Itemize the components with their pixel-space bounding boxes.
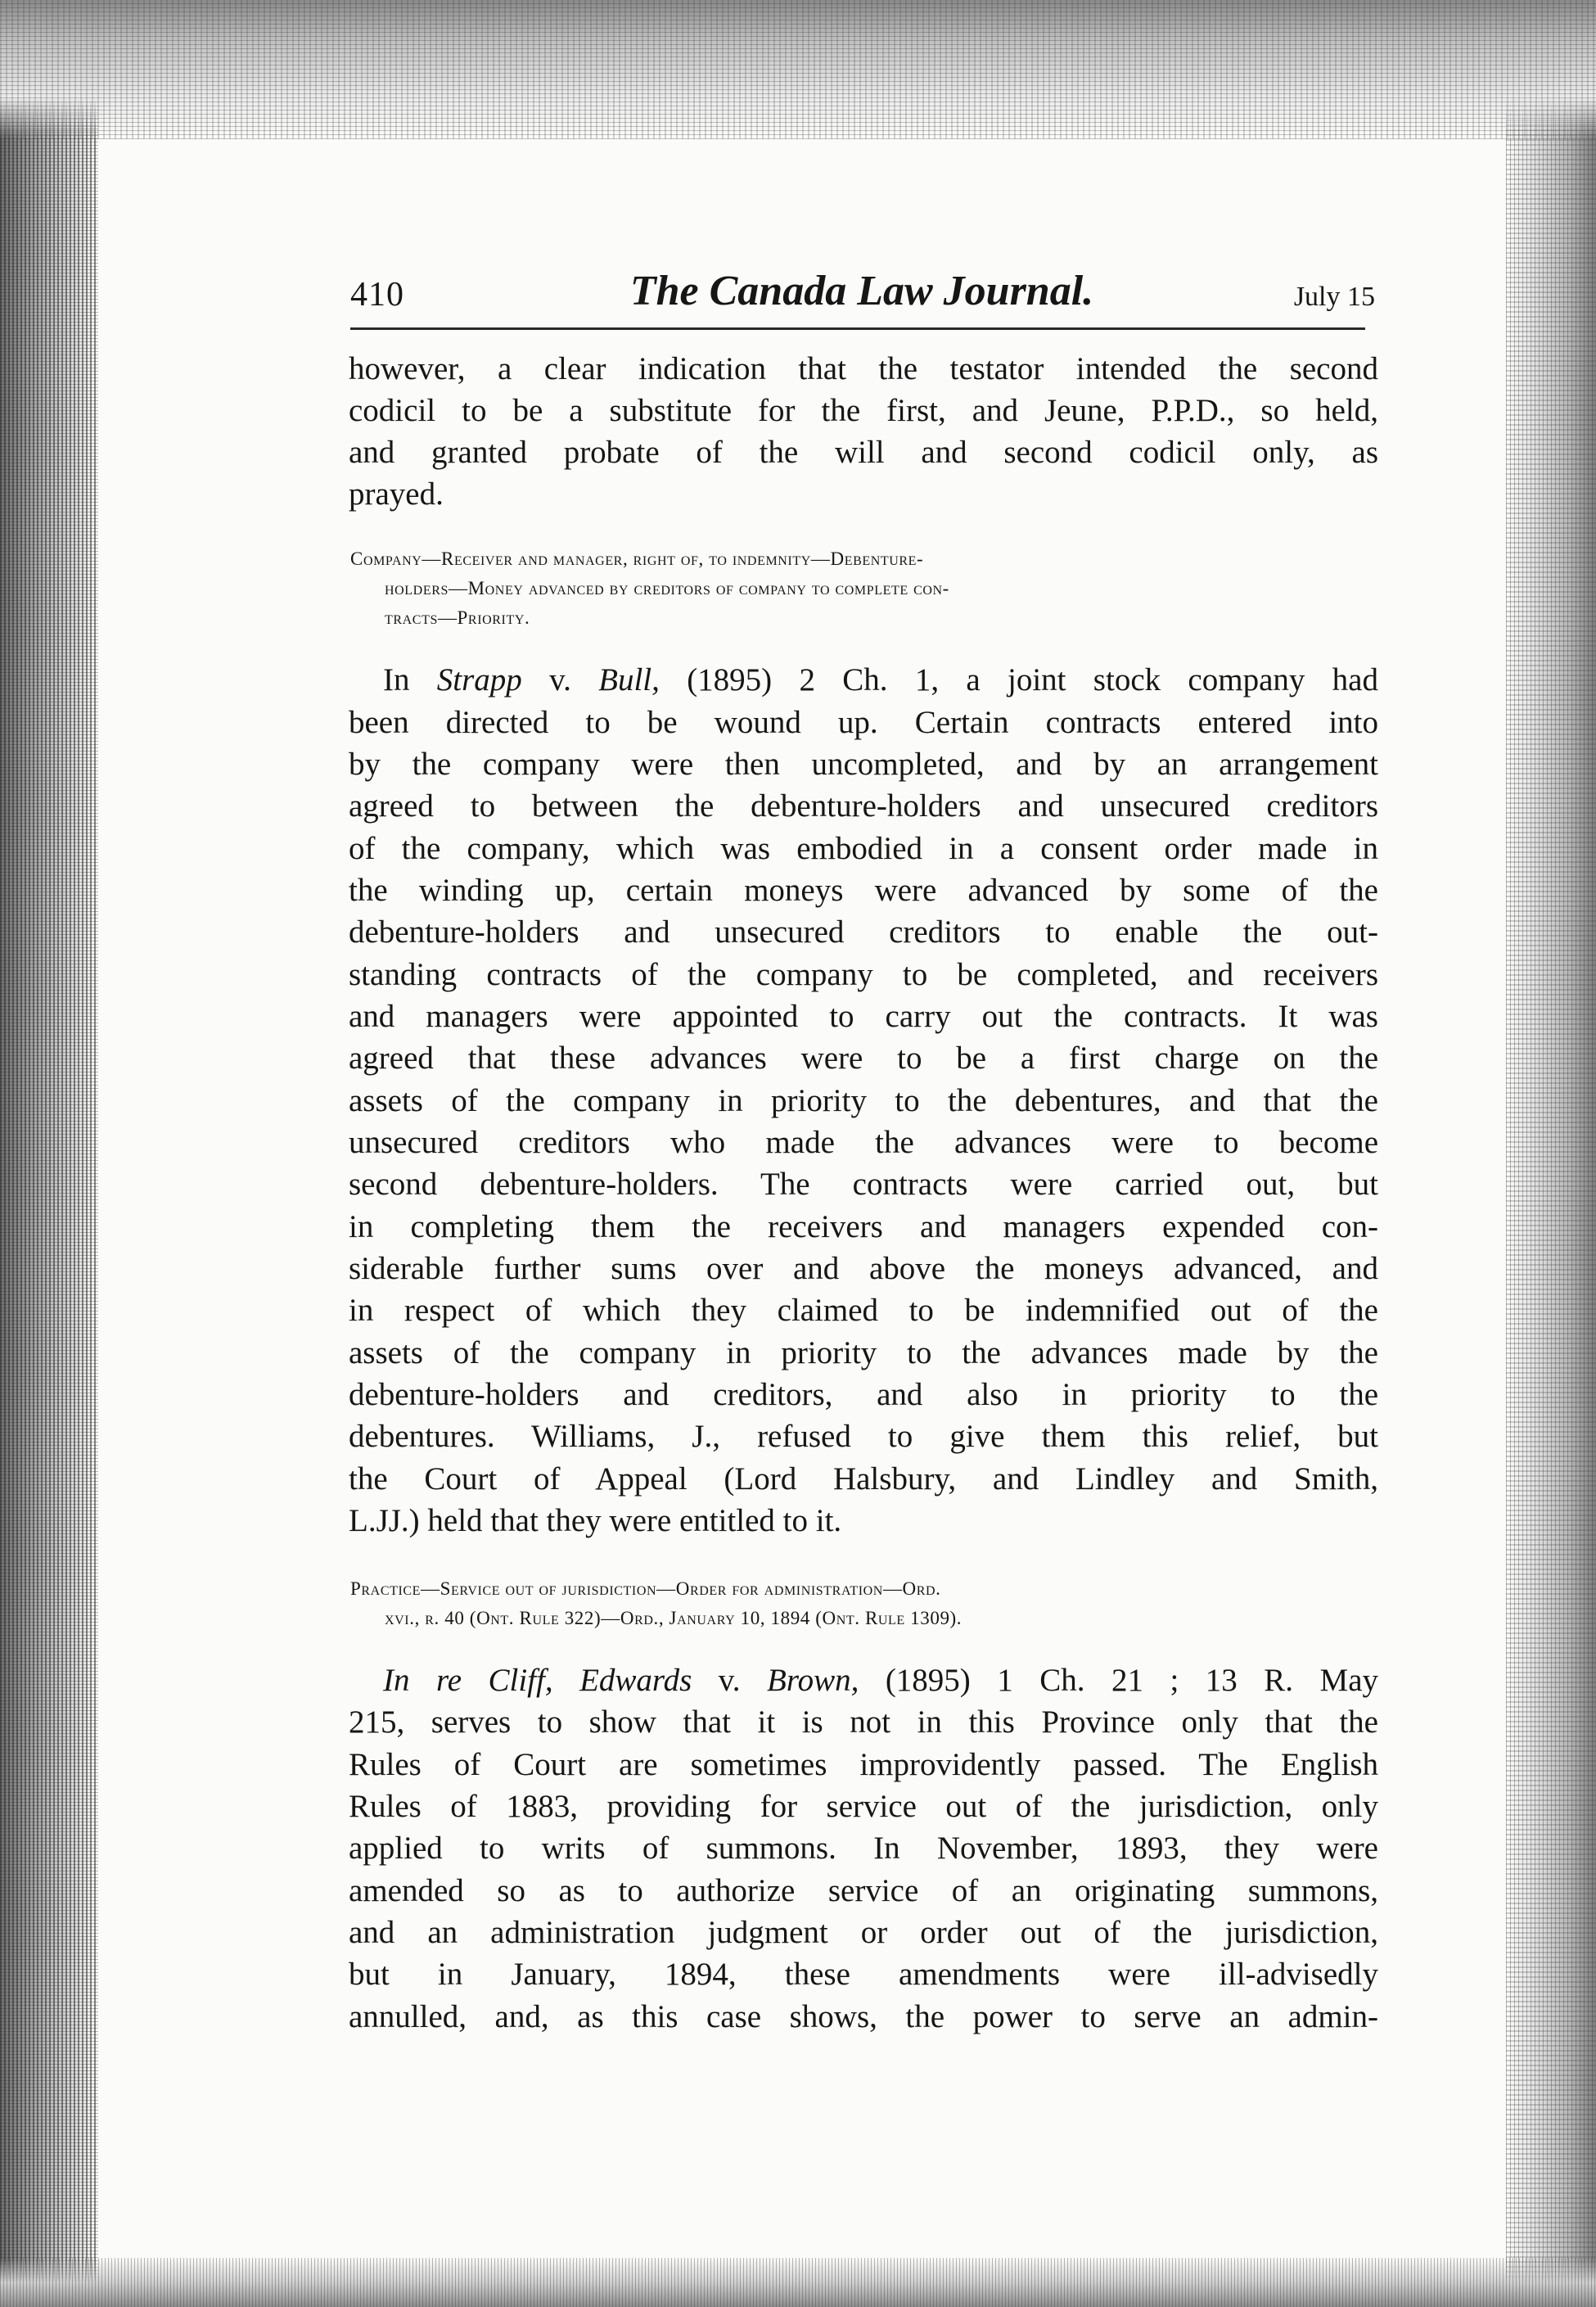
scan-edge-left	[0, 0, 98, 2307]
page-number: 410	[350, 276, 404, 314]
scan-edge-top	[0, 0, 1596, 139]
scan-edge-bottom	[0, 2258, 1596, 2307]
text-line: 215, serves to show that it is not in this Province only that the	[349, 1704, 1378, 1740]
heading-line: tracts—Priority.	[385, 607, 530, 628]
heading-line: Company—Receiver and manager, right of, to indemnity—Debenture-	[350, 549, 924, 569]
section-heading-company	[350, 544, 1377, 633]
text-line: by the company were then uncompleted, and by an arrangement	[349, 747, 1378, 782]
case-citation: (1895) 2 Ch. 1, a joint stock company had	[659, 662, 1378, 698]
text-line: applied to writs of summons. In November, 1893, they were	[349, 1831, 1378, 1866]
text-line: and granted probate of the will and second codicil only, as	[349, 435, 1378, 470]
case-first-line	[349, 659, 1378, 701]
text-line: debenture-holders and creditors, and also in priority to the	[349, 1377, 1378, 1412]
case-first-line	[349, 1659, 1378, 1701]
header-rule	[350, 327, 1365, 330]
case-name-party-a: Strapp	[436, 662, 522, 698]
section-heading-practice	[350, 1574, 1377, 1633]
case-v: v.	[692, 1663, 768, 1698]
text-line: siderable further sums over and above the moneys advanced, and	[349, 1251, 1378, 1286]
text-line: in respect of which they claimed to be indemnified out of the	[349, 1293, 1378, 1328]
text-line: agreed that these advances were to be a first charge on the	[349, 1041, 1378, 1076]
text-line: agreed to between the debenture-holders and unsecured creditors	[349, 788, 1378, 824]
text-line: been directed to be wound up. Certain contracts entered into	[349, 705, 1378, 740]
text-line: amended so as to authorize service of an originating summons,	[349, 1873, 1378, 1908]
heading-line: Practice—Service out of jurisdiction—Order for administration—Ord.	[350, 1578, 941, 1599]
text-line: in completing them the receivers and managers expended con-	[349, 1209, 1378, 1244]
header-date: July 15	[1293, 282, 1375, 312]
text-line: the winding up, certain moneys were advanced by some of the	[349, 873, 1378, 908]
text-line: assets of the company in priority to the advances made by the	[349, 1335, 1378, 1370]
text-line: codicil to be a substitute for the first, and Jeune, P.P.D., so held,	[349, 393, 1378, 428]
text-line: second debenture-holders. The contracts were carried out, but	[349, 1167, 1378, 1202]
text-line: assets of the company in priority to the debentures, and that the	[349, 1083, 1378, 1118]
scan-edge-right	[1506, 0, 1596, 2307]
text-line: of the company, which was embodied in a consent order made in	[349, 831, 1378, 866]
text-line: L.JJ.) held that they were entitled to it.	[349, 1503, 842, 1538]
text-line: the Court of Appeal (Lord Halsbury, and Lindley and Smith,	[349, 1461, 1378, 1497]
text-line: and managers were appointed to carry out the contracts. It was	[349, 999, 1378, 1034]
case-v: v.	[521, 662, 599, 698]
page-header	[350, 260, 1375, 326]
text-line: annulled, and, as this case shows, the power to serve an admin-	[349, 1999, 1378, 2034]
text-line: standing contracts of the company to be completed, and receivers	[349, 957, 1378, 992]
case-name-party-a: In re Cliff, Edwards	[383, 1663, 692, 1698]
text-line: but in January, 1894, these amendments were ill-advisedly	[349, 1957, 1378, 1992]
text-line: debenture-holders and unsecured creditors to enable the out-	[349, 914, 1378, 950]
case-name-party-b: Brown,	[767, 1663, 859, 1698]
text-intro: In	[383, 662, 437, 698]
text-line: Rules of Court are sometimes improvidently passed. The English	[349, 1747, 1378, 1782]
text-line: unsecured creditors who made the advances were to become	[349, 1125, 1378, 1160]
text-line: and an administration judgment or order out of the jurisdiction,	[349, 1915, 1378, 1950]
heading-line: holders—Money advanced by creditors of company to complete con-	[385, 578, 949, 598]
case-citation: (1895) 1 Ch. 21 ; 13 R. May	[859, 1663, 1379, 1698]
text-line: prayed.	[349, 476, 444, 512]
text-line: Rules of 1883, providing for service out of the jurisdiction, only	[349, 1789, 1378, 1824]
running-title: The Canada Law Journal.	[629, 268, 1094, 314]
text-line: debentures. Williams, J., refused to give them this relief, but	[349, 1419, 1378, 1454]
heading-line: xvi., r. 40 (Ont. Rule 322)—Ord., January 10, 1894 (Ont. Rule 1309).	[385, 1608, 963, 1628]
text-line: however, a clear indication that the testator intended the second	[349, 351, 1378, 386]
case-name-party-b: Bull,	[598, 662, 660, 698]
